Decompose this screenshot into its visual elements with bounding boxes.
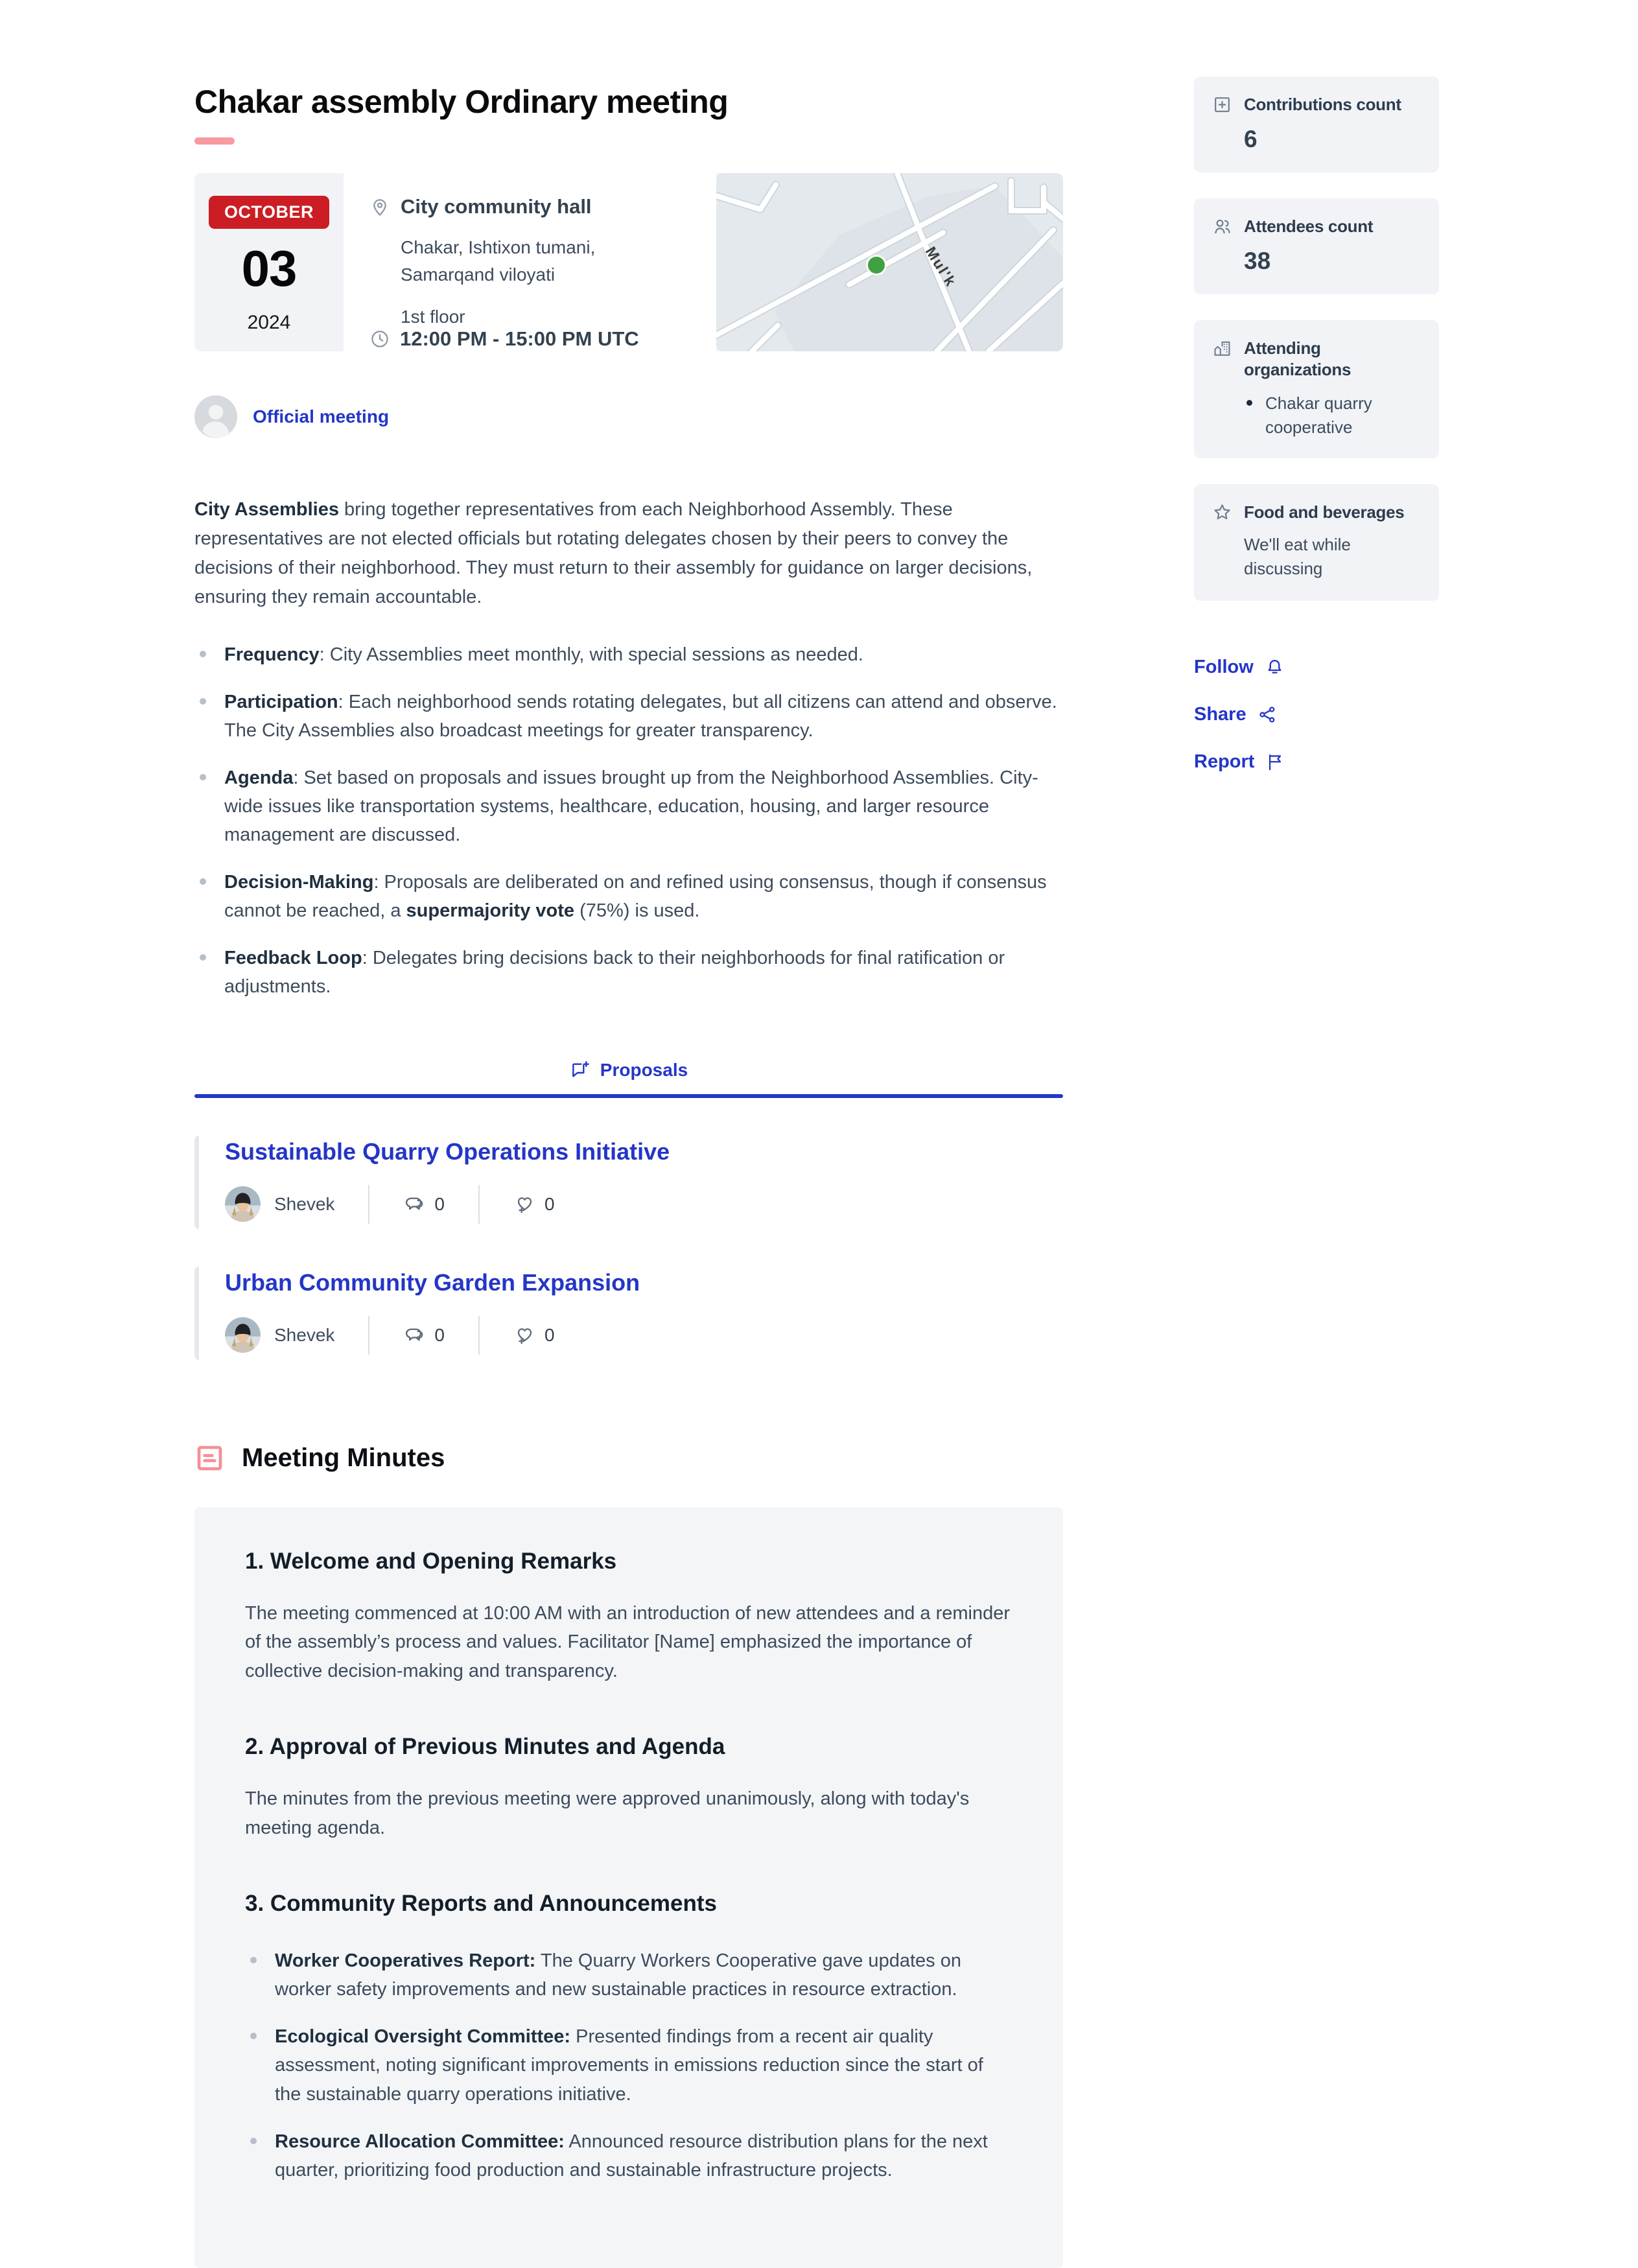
official-meeting-row	[194, 395, 1063, 438]
attending-organizations-card	[1194, 320, 1439, 458]
proposal-author: Shevek	[274, 1193, 335, 1214]
minutes-panel	[194, 1507, 1063, 2268]
comments-icon	[403, 1193, 426, 1215]
attendees-card	[1194, 198, 1439, 294]
intro-bold: City Assemblies	[194, 499, 339, 520]
share-icon	[1258, 705, 1278, 725]
venue-address: Chakar, Ishtixon tumani, Samarqand viloyati	[401, 237, 596, 285]
proposal-card	[194, 1136, 1063, 1229]
card-label: Contributions count	[1244, 95, 1401, 114]
building-icon	[1212, 338, 1232, 358]
list-item: Participation: Each neighborhood sends rotating delegates, but all citizens can attend and observe. The City Assemblies also broadcast meetings for greater transparency.	[194, 688, 1063, 745]
minutes-section-body: The meeting commenced at 10:00 AM with an introduction of new attendees and a reminder of the assembly’s process and values. Facilitator [Name] emphasized the importance of collective decision-making and transparency.	[245, 1602, 1011, 1682]
minutes-header	[194, 1443, 1063, 1473]
list-item: Agenda: Set based on proposals and issues brought up from the Neighborhood Assemblies. City-wide issues like transportation systems, healthcare, education, housing, and larger resource management are discussed.	[194, 764, 1063, 849]
proposal-plus-icon	[570, 1060, 591, 1081]
list-item: Resource Allocation Committee: Announced resource distribution plans for the next quarter, prioritizing food production and sustainable infrastructure projects.	[245, 2127, 1012, 2184]
title-underline	[194, 137, 235, 145]
endorsements-count: 0	[513, 1324, 555, 1346]
tab-proposals-label: Proposals	[600, 1059, 688, 1080]
minutes-section-body: The minutes from the previous meeting were approved unanimously, along with today's meeting agenda.	[245, 1788, 970, 1839]
proposal-meta	[225, 1316, 1063, 1355]
list-item: Worker Cooperatives Report: The Quarry Workers Cooperative gave updates on worker safety improvements and new sustainable practices in resource extraction.	[245, 1947, 1012, 2004]
minutes-title: Meeting Minutes	[242, 1443, 445, 1472]
attendees-count-value: 38	[1244, 247, 1271, 274]
heart-plus-icon	[513, 1193, 536, 1215]
map-thumbnail	[716, 173, 1063, 351]
contributions-card	[1194, 76, 1439, 172]
contributions-count-value: 6	[1244, 125, 1258, 152]
report-button[interactable]	[1194, 751, 1439, 773]
proposal-title-link[interactable]: Urban Community Garden Expansion	[225, 1268, 640, 1296]
tab-proposals[interactable]	[570, 1060, 688, 1081]
comments-count: 0	[403, 1193, 445, 1215]
official-meeting-badge: Official meeting	[253, 406, 390, 427]
share-button[interactable]	[1194, 704, 1439, 725]
avatar	[225, 1186, 261, 1222]
endorsements-count: 0	[513, 1193, 555, 1215]
minutes-section-heading: 2. Approval of Previous Minutes and Agenda	[245, 1734, 725, 1760]
sidebar-actions	[1194, 657, 1439, 773]
map-graphic	[716, 173, 1063, 351]
card-label: Food and beverages	[1244, 502, 1405, 522]
clock-icon	[369, 329, 390, 349]
proposal-author: Shevek	[274, 1324, 335, 1345]
share-label: Share	[1194, 704, 1246, 725]
divider	[478, 1185, 480, 1224]
venue-row	[369, 195, 690, 327]
flag-icon	[1265, 752, 1285, 772]
venue-floor: 1st floor	[401, 307, 465, 327]
map-marker-dot	[868, 257, 885, 274]
star-icon	[1212, 502, 1232, 522]
meeting-info-card	[194, 173, 1063, 351]
intro-text: bring together representatives from each Neighborhood Assembly. These representatives are not elected officials but rotating delegates chosen by their peers to convey the decisions of their neighborhood. They must return to their assembly for guidance on larger decisions, ensuring they remain accountable.	[194, 499, 1033, 607]
list-item: Frequency: City Assemblies meet monthly, with special sessions as needed.	[194, 640, 1063, 669]
meeting-date-block	[194, 173, 344, 351]
meeting-time: 12:00 PM - 15:00 PM UTC	[400, 327, 639, 350]
plus-square-icon	[1212, 95, 1232, 115]
minutes-reports-list	[245, 1947, 1012, 2184]
list-item: Decision-Making: Proposals are deliberated on and refined using consensus, though if consensus cannot be reached, a supermajority vote (75%) is used.	[194, 868, 1063, 925]
meeting-time-row	[369, 327, 690, 351]
list-item: Ecological Oversight Committee: Presented findings from a recent air quality assessment, noting significant improvements in emissions reduction since the start of the sustainable quarry operations initiative.	[245, 2022, 1012, 2108]
comments-count: 0	[403, 1324, 445, 1346]
sidebar	[1194, 0, 1439, 2268]
card-label: Attending organizations	[1244, 338, 1351, 380]
proposal-title-link[interactable]: Sustainable Quarry Operations Initiative	[225, 1138, 670, 1165]
minutes-section-heading: 1. Welcome and Opening Remarks	[245, 1548, 617, 1574]
avatar	[225, 1317, 261, 1353]
location-pin-icon	[369, 196, 390, 217]
divider	[368, 1316, 369, 1355]
follow-button[interactable]	[1194, 657, 1439, 678]
meeting-month-badge: OCTOBER	[209, 196, 329, 229]
comments-icon	[403, 1324, 426, 1346]
bell-icon	[1265, 657, 1285, 677]
users-icon	[1212, 216, 1232, 237]
organizations-list	[1244, 392, 1421, 439]
minutes-section-heading: 3. Community Reports and Announcements	[245, 1891, 717, 1917]
food-note: We'll eat while discussing	[1244, 534, 1351, 579]
venue-name: City community hall	[401, 195, 592, 218]
food-and-beverages-card	[1194, 484, 1439, 601]
meeting-year: 2024	[247, 312, 291, 333]
report-label: Report	[1194, 751, 1255, 773]
meeting-day: 03	[241, 240, 297, 297]
proposal-meta	[225, 1185, 1063, 1224]
main-column	[194, 0, 1063, 2268]
follow-label: Follow	[1194, 657, 1254, 678]
default-avatar-icon	[194, 395, 237, 438]
list-item: Feedback Loop: Delegates bring decisions back to their neighborhoods for final ratification or adjustments.	[194, 944, 1063, 1001]
heart-plus-icon	[513, 1324, 536, 1346]
minutes-document-icon	[194, 1443, 225, 1473]
tab-active-divider	[194, 1094, 1063, 1098]
divider	[368, 1185, 369, 1224]
meeting-details-block	[344, 173, 716, 351]
map-street-label: Mul'k	[922, 243, 960, 290]
organization-item: Chakar quarry cooperative	[1244, 392, 1421, 439]
proposal-card	[194, 1267, 1063, 1360]
tab-bar	[194, 1060, 1063, 1081]
page-title: Chakar assembly Ordinary meeting	[194, 84, 729, 120]
features-list	[194, 640, 1063, 1001]
card-label: Attendees count	[1244, 216, 1374, 236]
divider	[478, 1316, 480, 1355]
intro-paragraph	[194, 495, 1063, 612]
